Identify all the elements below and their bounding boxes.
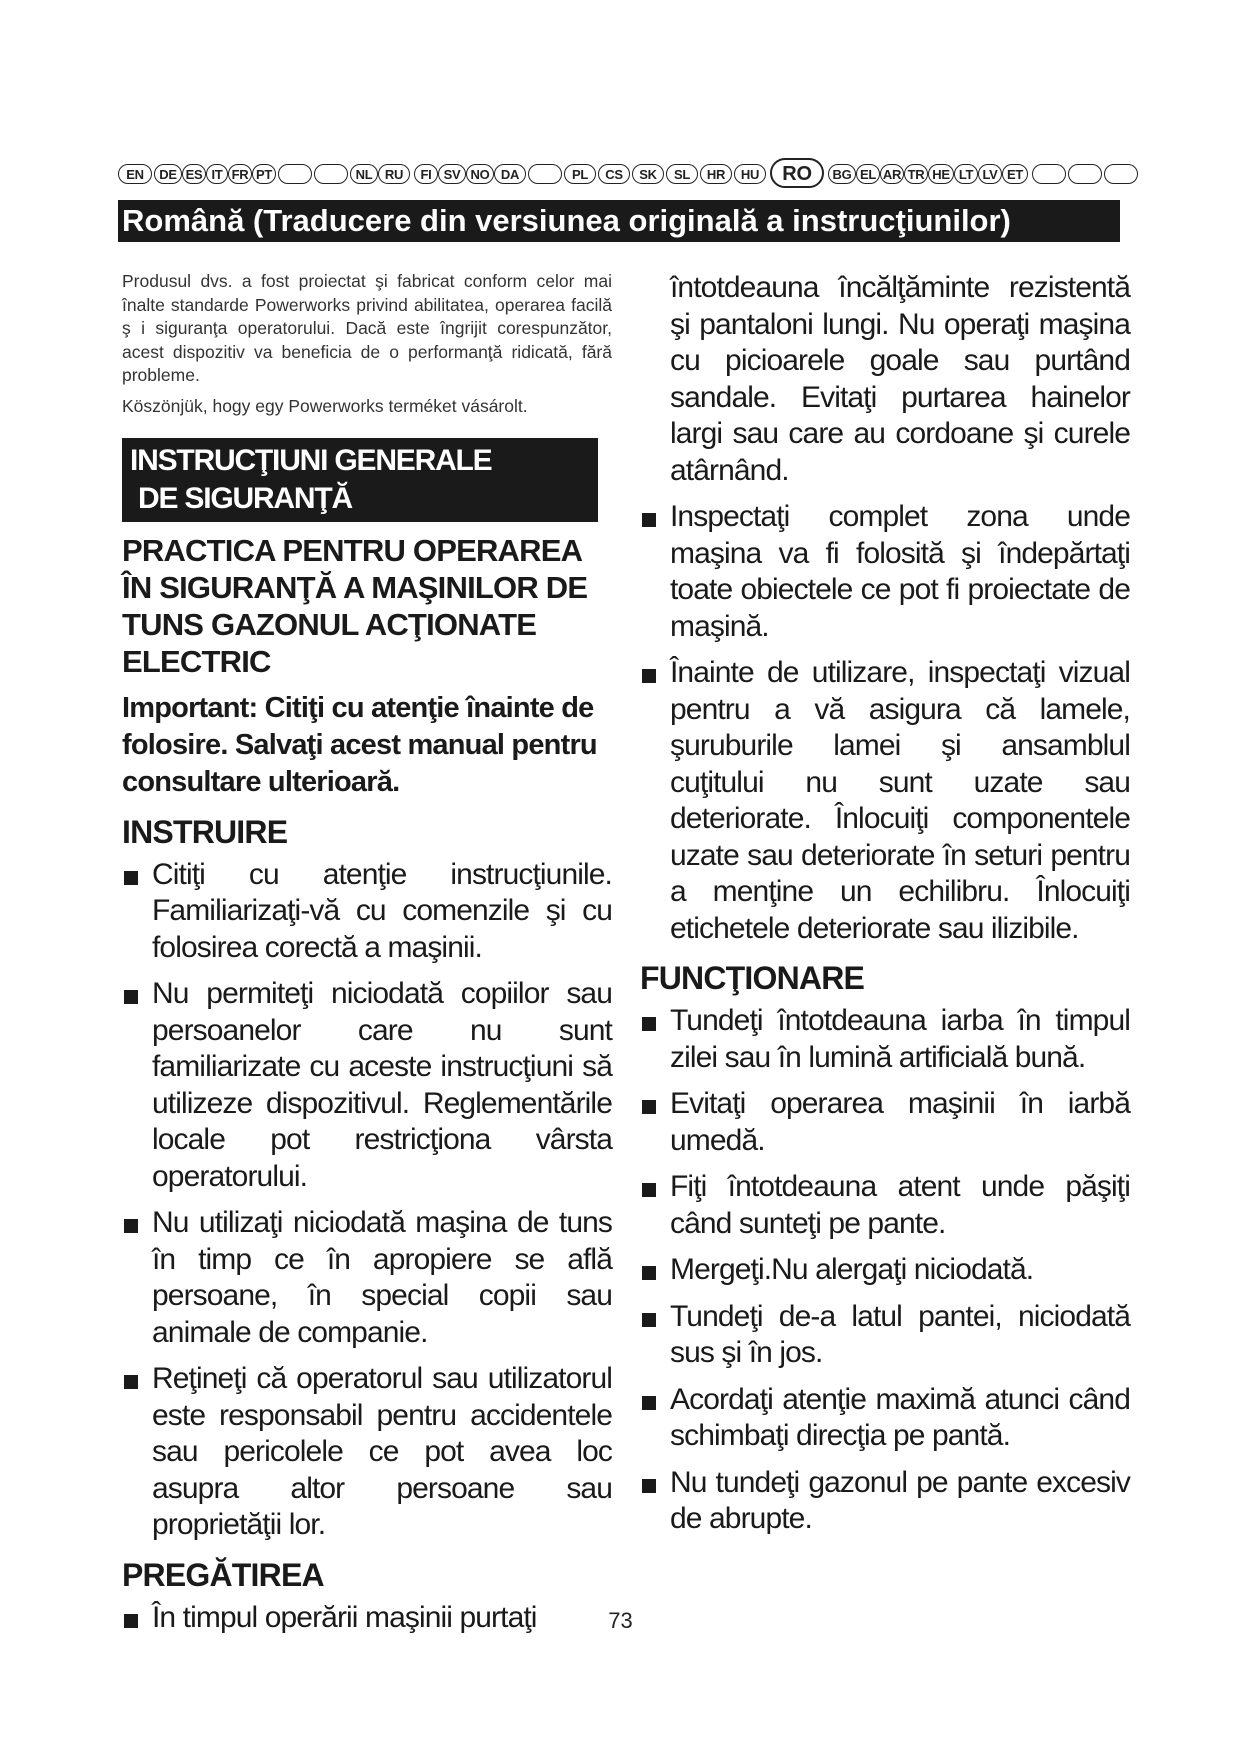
bullet-square-icon xyxy=(642,513,656,527)
language-tab-sv: SV xyxy=(438,164,466,184)
list-item xyxy=(640,655,1130,947)
bullet-square-icon xyxy=(124,1375,138,1389)
language-tab-sk: SK xyxy=(632,164,664,184)
language-tab-ar: AR xyxy=(880,164,904,184)
bullet-square-icon xyxy=(642,1100,656,1114)
list-item-text: Fiţi întotdeauna atent unde păşiţi când sunteţi pe pante. xyxy=(670,1170,1130,1240)
bullet-square-icon xyxy=(642,1183,656,1197)
bullet-square-icon xyxy=(642,1017,656,1031)
safe-operation-subheading: PRACTICA PENTRU OPERAREA ÎN SIGURANŢĂ A MAŞINILOR DE TUNS GAZONUL ACŢIONATE ELECTRIC xyxy=(122,532,588,679)
language-tab-da: DA xyxy=(494,164,526,184)
language-tab-hu: HU xyxy=(734,164,766,184)
section-heading-line-2: DE SIGURANŢĂ xyxy=(138,481,352,515)
language-tab-blank xyxy=(1104,164,1138,184)
language-tab-nl: NL xyxy=(350,164,378,184)
language-tab-bg: BG xyxy=(828,164,856,184)
list-item-text: Nu tundeţi gazonul pe pante excesiv de abrupte. xyxy=(670,1465,1130,1535)
important-notice: Important: Citiţi cu atenţie înainte de folosire. Salvaţi acest manual pentru consultare ulterioară. xyxy=(122,691,597,798)
page-number: 73 xyxy=(608,1608,633,1633)
list-item xyxy=(122,1361,612,1544)
language-tab-blank xyxy=(528,164,562,184)
language-tab-blank xyxy=(314,164,348,184)
list-item-text: Inspectaţi complet zona unde maşina va fi folosită şi îndepărtaţi toate obiectele ce pot fi proiectate de maşină. xyxy=(670,500,1130,643)
language-tab-blank xyxy=(1068,164,1102,184)
language-tab-fi: FI xyxy=(414,164,438,184)
list-item-text: Nu permiteţi niciodată copiilor sau persoanelor care nu sunt familiarizate cu aceste instrucţiuni să utilizeze dispozitivul. Reglementările locale pot restricţiona vârsta operatorului. xyxy=(152,977,612,1193)
list-item xyxy=(640,1382,1130,1455)
list-item xyxy=(640,499,1130,645)
thanks-line: Köszönjük, hogy egy Powerworks terméket vásárolt. xyxy=(122,395,528,416)
bullet-square-icon xyxy=(642,669,656,683)
list-item xyxy=(640,1299,1130,1372)
right-column xyxy=(640,270,1130,1548)
list-item-text: Tundeţi de-a latul pantei, niciodată sus şi în jos. xyxy=(670,1299,1130,1369)
language-tab-es: ES xyxy=(182,164,206,184)
list-item-text: Nu utilizaţi niciodată maşina de tuns în timp ce în apropiere se află persoane, în special copii sau animale de companie. xyxy=(152,1206,612,1349)
instruire-list xyxy=(122,857,612,1544)
list-item xyxy=(122,857,612,967)
language-tab-lv: LV xyxy=(978,164,1002,184)
language-tab-tr: TR xyxy=(904,164,928,184)
list-item xyxy=(640,1086,1130,1159)
instruire-heading: INSTRUIRE xyxy=(122,813,288,850)
intro-paragraph: Produsul dvs. a fost proiectat şi fabricat conform celor mai înalte standarde Powerworks privind abilitatea, operarea facilă ş i siguranţa operatorului. Dacă este îngrijit corespunzător, acest dispozitiv va beneficia de o performanţă ridicată, fără probleme. xyxy=(122,271,612,385)
page-title: Română (Traducere din versiunea originală a instrucţiunilor) xyxy=(118,200,1120,242)
language-tab-cs: CS xyxy=(598,164,630,184)
functionare-list xyxy=(640,1003,1130,1538)
bullet-square-icon xyxy=(642,1266,656,1280)
section-heading-line-1: INSTRUCŢIUNI GENERALE xyxy=(130,443,492,477)
list-item xyxy=(640,1465,1130,1538)
list-item-text: Reţineţi că operatorul sau utilizatorul este responsabil pentru accidentele sau pericolele ce pot avea loc asupra altor persoane sau proprietăţii lor. xyxy=(152,1362,612,1541)
bullet-square-icon xyxy=(642,1479,656,1493)
language-tab-hr: HR xyxy=(700,164,732,184)
language-tab-sl: SL xyxy=(666,164,698,184)
language-tab-blank xyxy=(1032,164,1066,184)
language-tab-fr: FR xyxy=(228,164,252,184)
language-tab-lt: LT xyxy=(954,164,978,184)
language-tab-bar xyxy=(118,158,1120,188)
list-item-text: Mergeţi.Nu alergaţi niciodată. xyxy=(670,1253,1034,1286)
list-item-text: Citiţi cu atenţie instrucţiunile. Familiarizaţi-vă cu comenzile şi cu folosirea corectă a maşinii. xyxy=(152,857,612,964)
bullet-square-icon xyxy=(124,1219,138,1233)
language-tab-no: NO xyxy=(466,164,494,184)
language-tab-ru: RU xyxy=(378,164,410,184)
pregatirea-heading: PREGĂTIREA xyxy=(122,1556,324,1593)
language-tab-pt: PT xyxy=(252,164,276,184)
list-item-text: Evitaţi operarea maşinii în iarbă umedă. xyxy=(670,1087,1130,1157)
language-tab-de: DE xyxy=(154,164,182,184)
bullet-square-icon xyxy=(124,990,138,1004)
left-column xyxy=(122,270,612,1646)
language-tab-pl: PL xyxy=(564,164,596,184)
language-tab-en: EN xyxy=(118,164,152,184)
language-tab-ro: RO xyxy=(770,158,824,188)
pregatirea-list-continued xyxy=(640,499,1130,947)
list-item xyxy=(122,976,612,1195)
language-tab-he: HE xyxy=(928,164,954,184)
language-tab-blank xyxy=(278,164,312,184)
bullet-square-icon xyxy=(642,1313,656,1327)
list-item xyxy=(122,1205,612,1351)
bullet-square-icon xyxy=(642,1396,656,1410)
list-item xyxy=(640,1252,1130,1289)
language-tab-et: ET xyxy=(1002,164,1028,184)
list-item xyxy=(640,1169,1130,1242)
functionare-heading: FUNCŢIONARE xyxy=(640,960,865,996)
language-tab-it: IT xyxy=(206,164,228,184)
language-tab-el: EL xyxy=(856,164,880,184)
list-item-text: Înainte de utilizare, inspectaţi vizual pentru a vă asigura că lamele, şuruburile lamei şi ansamblul cuţitului nu sunt uzate sau deteriorate. Înlocuiţi componentele uzate sau deteriorate în seturi pentru a menţine un echilibru. Înlocuiţi etichetele deteriorate sau ilizibile. xyxy=(670,656,1130,945)
section-heading-general-safety xyxy=(122,438,598,522)
bullet-square-icon xyxy=(124,871,138,885)
list-item-text: Tundeţi întotdeauna iarba în timpul zilei sau în lumină artificială bună. xyxy=(670,1004,1130,1074)
list-item-text: În timpul operării maşinii purtaţi xyxy=(152,1600,537,1634)
list-item-text: Acordaţi atenţie maximă atunci când schimbaţi direcţia pe pantă. xyxy=(670,1382,1130,1452)
pregatirea-continuation: întotdeauna încălţăminte rezistentă şi pantaloni lungi. Nu operaţi maşina cu picioarele goale sau purtând sandale. Evitaţi purtarea hainelor largi sau care au cordoane şi curele atârnând. xyxy=(670,271,1130,487)
list-item xyxy=(640,1003,1130,1076)
